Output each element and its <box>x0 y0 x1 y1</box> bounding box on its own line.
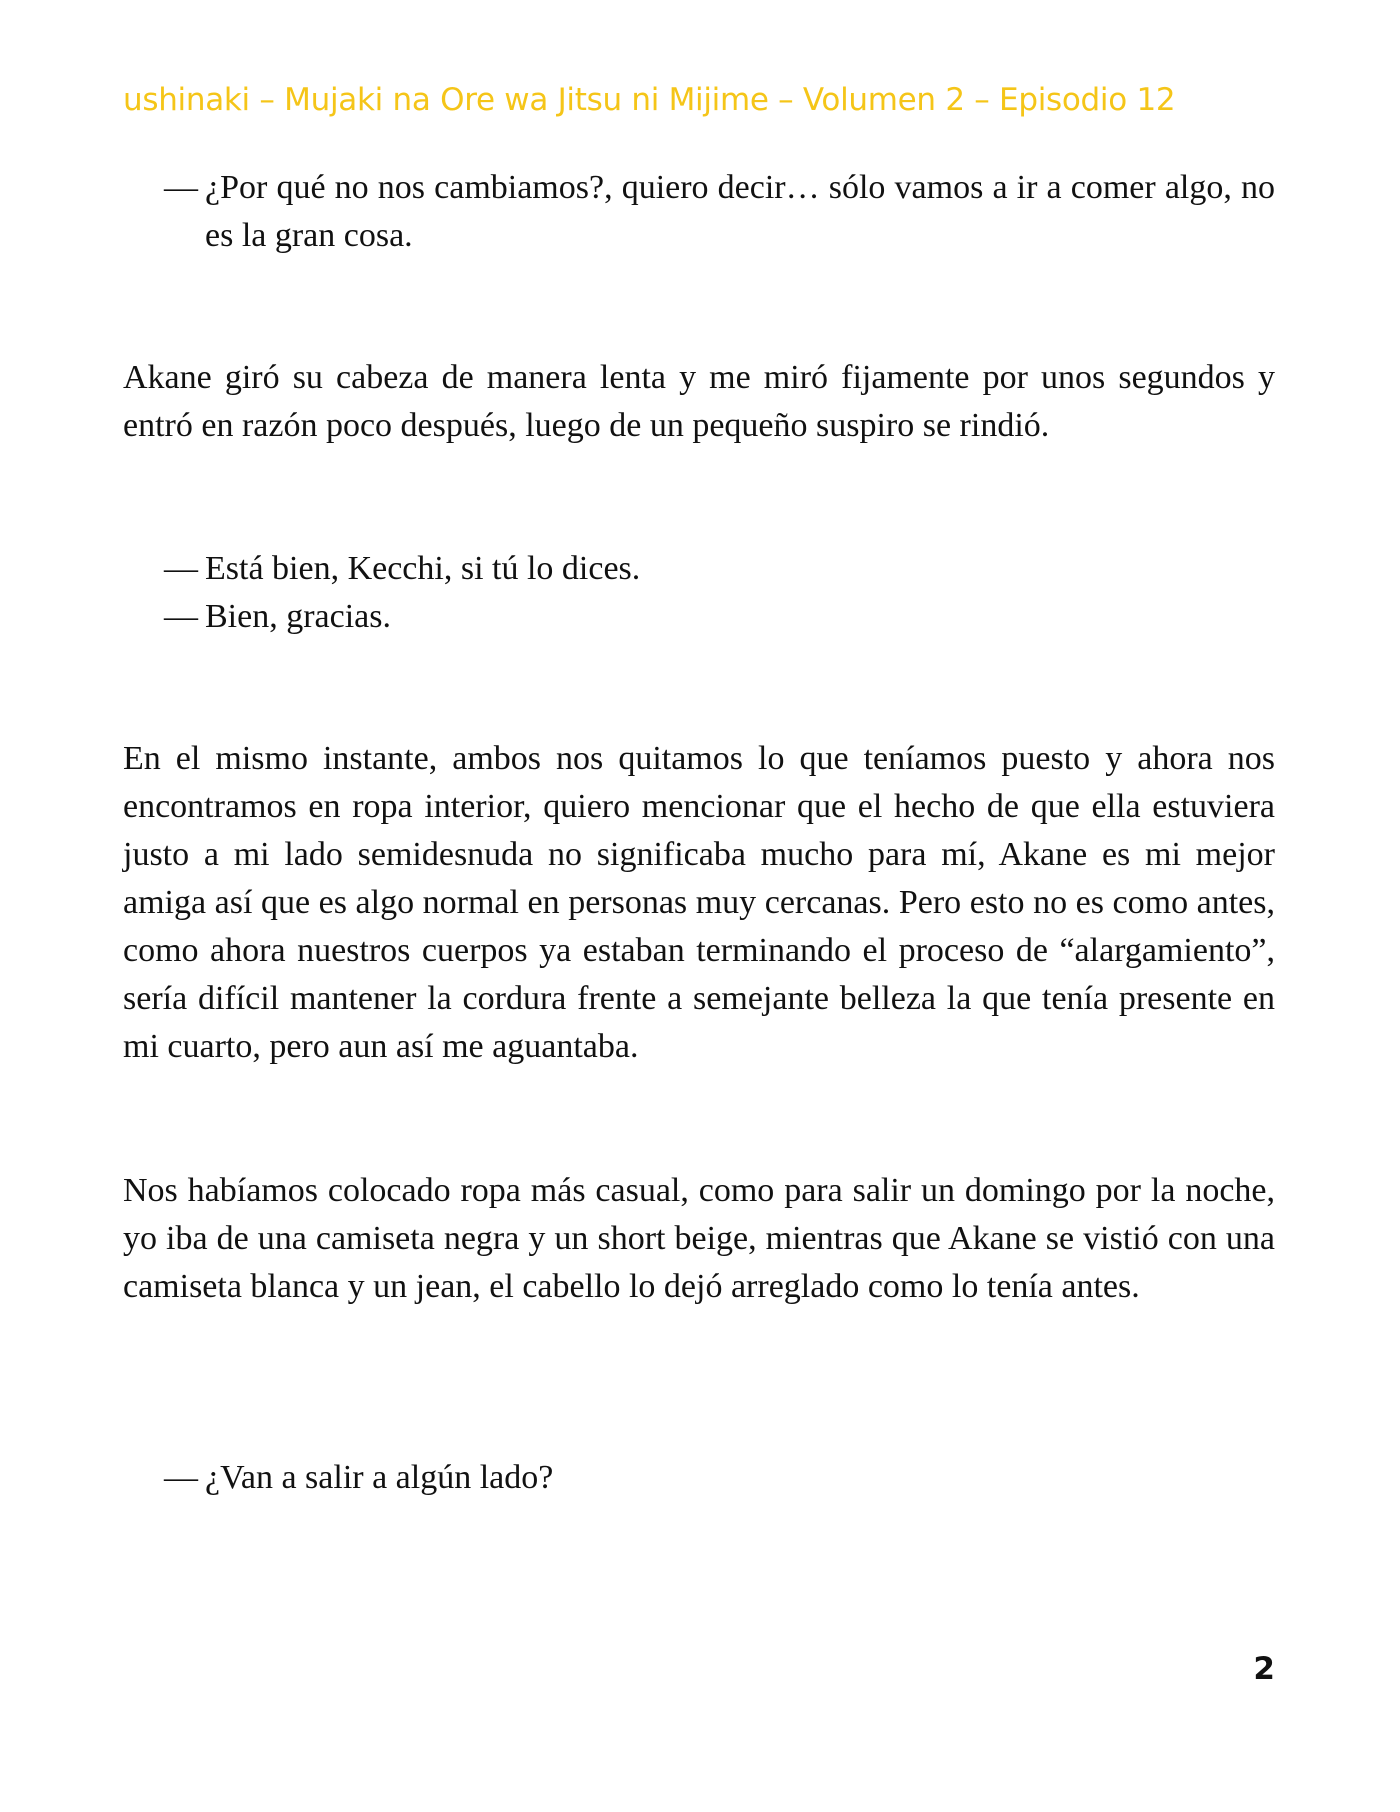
dialogue-text: ¿Por qué no nos cambiamos?, quiero decir… sólo vamos a ir a comer algo, no es la gran cosa. <box>205 169 1275 254</box>
running-header: ushinaki – Mujaki na Ore wa Jitsu ni Mijime – Volumen 2 – Episodio 12 <box>123 82 1176 118</box>
dialogue-dash: — <box>164 598 198 635</box>
dialogue-line-3 <box>123 593 1275 641</box>
paragraph-1 <box>123 354 1275 450</box>
page-number: 2 <box>1253 1651 1275 1687</box>
paragraph-2 <box>123 735 1275 1071</box>
paragraph-text: Akane giró su cabeza de manera lenta y me miró fijamente por unos segundos y entró en razón poco después, luego de un pequeño suspiro se rindió. <box>123 359 1275 444</box>
dialogue-dash: — <box>164 550 198 587</box>
dialogue-line-1 <box>123 164 1275 260</box>
dialogue-text: Está bien, Kecchi, si tú lo dices. <box>205 550 641 587</box>
dialogue-line-2 <box>123 545 1275 593</box>
dialogue-dash: — <box>164 169 198 206</box>
paragraph-text: Nos habíamos colocado ropa más casual, como para salir un domingo por la noche, yo iba de una camiseta negra y un short beige, mientras que Akane se vistió con una camiseta blanca y un jean, el cabello lo dejó arreglado como lo tenía antes. <box>123 1172 1275 1305</box>
dialogue-text: ¿Van a salir a algún lado? <box>205 1459 554 1496</box>
dialogue-dash: — <box>164 1459 198 1496</box>
dialogue-text: Bien, gracias. <box>205 598 391 635</box>
paragraph-text: En el mismo instante, ambos nos quitamos lo que teníamos puesto y ahora nos encontramos en ropa interior, quiero mencionar que el hecho de que ella estuviera justo a mi lado semidesnuda no significaba mucho para mí, Akane es mi mejor amiga así que es algo normal en personas muy cercanas. Pero esto no es como antes, como ahora nuestros cuerpos ya estaban terminando el proceso de “alargamiento”, sería difícil mantener la cordura frente a semejante belleza la que tenía presente en mi cuarto, pero aun así me aguantaba. <box>123 740 1275 1065</box>
paragraph-3 <box>123 1167 1275 1311</box>
dialogue-line-4 <box>123 1454 1275 1502</box>
